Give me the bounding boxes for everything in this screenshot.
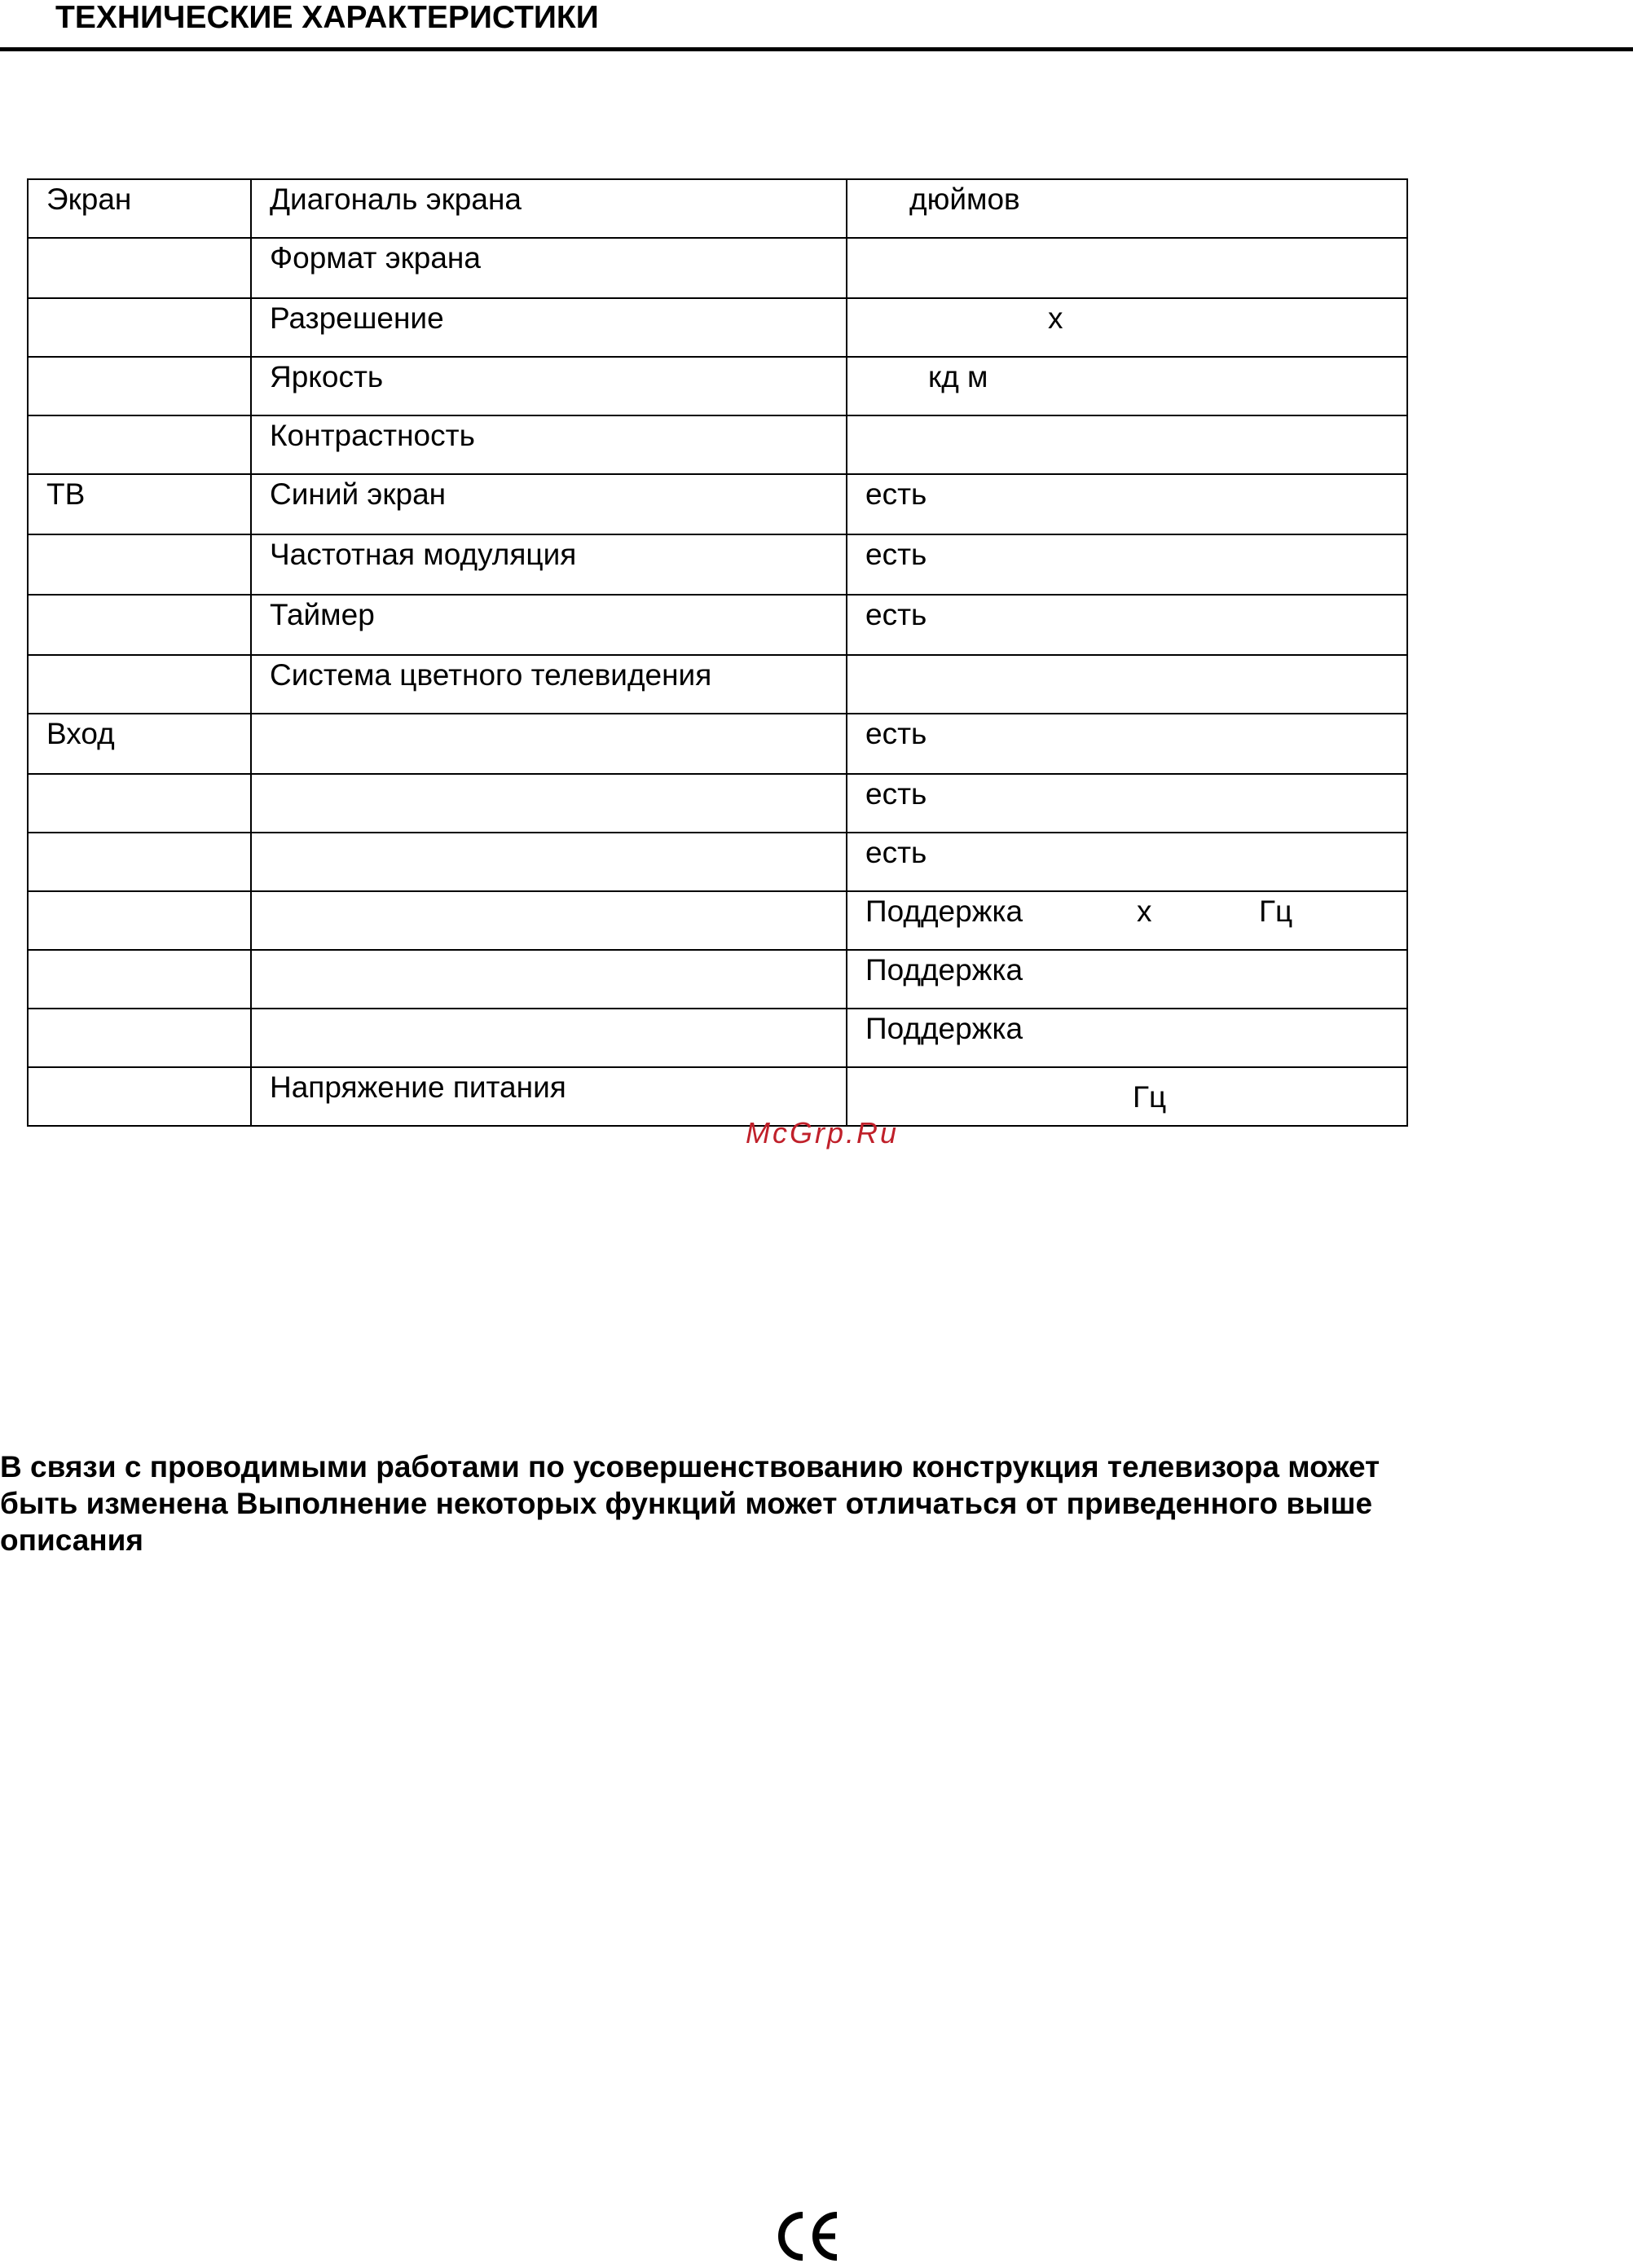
spec-value-text: х	[1048, 301, 1063, 335]
spec-value-cell	[847, 298, 1407, 357]
table-row	[28, 474, 1407, 534]
table-row	[28, 415, 1407, 474]
spec-value-text: х	[1137, 894, 1152, 928]
spec-value-text: есть	[865, 477, 927, 511]
spec-value-cell	[847, 714, 1407, 774]
spec-group-cell: ТВ	[28, 474, 251, 534]
table-row	[28, 950, 1407, 1009]
spec-group-cell	[28, 1009, 251, 1067]
spec-value-cell	[847, 833, 1407, 891]
spec-value-text: есть	[865, 598, 927, 631]
spec-value-text: Гц	[1133, 1080, 1167, 1114]
spec-param-cell	[251, 1009, 847, 1067]
spec-value-text: есть	[865, 538, 927, 571]
table-row	[28, 891, 1407, 950]
spec-group-cell	[28, 415, 251, 474]
table-row	[28, 774, 1407, 833]
ce-mark-icon	[770, 2209, 843, 2263]
spec-group-cell	[28, 891, 251, 950]
notice-line: В связи с проводимыми работами по усовершенствованию конструкция телевизора может	[0, 1450, 1380, 1483]
spec-group-cell	[28, 774, 251, 833]
spec-value-text: есть	[865, 836, 927, 869]
spec-param-cell: Яркость	[251, 357, 847, 415]
spec-value-text: есть	[865, 777, 927, 811]
spec-group-cell	[28, 298, 251, 357]
spec-param-cell: Формат экрана	[251, 238, 847, 298]
spec-param-cell: Напряжение питания	[251, 1067, 847, 1126]
table-row	[28, 534, 1407, 595]
spec-value-text: Поддержка	[865, 953, 1023, 987]
spec-value-text: дюймов	[909, 182, 1020, 216]
table-row	[28, 179, 1407, 238]
spec-param-cell	[251, 891, 847, 950]
spec-group-cell	[28, 595, 251, 655]
table-row	[28, 238, 1407, 298]
table-row	[28, 655, 1407, 714]
spec-value-text: кд м	[928, 360, 988, 393]
disclaimer-notice	[0, 1448, 1532, 1558]
spec-group-cell	[28, 357, 251, 415]
spec-param-cell: Контрастность	[251, 415, 847, 474]
spec-table	[27, 178, 1408, 1127]
notice-line: описания	[0, 1523, 143, 1557]
spec-param-cell	[251, 774, 847, 833]
spec-param-cell: Разрешение	[251, 298, 847, 357]
spec-value-cell	[847, 774, 1407, 833]
spec-value-text: Поддержка	[865, 1012, 1023, 1045]
table-row	[28, 714, 1407, 774]
spec-value-cell	[847, 950, 1407, 1009]
spec-group-cell	[28, 655, 251, 714]
spec-value-cell	[847, 655, 1407, 714]
spec-value-cell	[847, 534, 1407, 595]
page-title: ТЕХНИЧЕСКИЕ ХАРАКТЕРИСТИКИ	[55, 0, 599, 35]
spec-group-cell	[28, 833, 251, 891]
spec-param-cell: Таймер	[251, 595, 847, 655]
spec-value-cell	[847, 179, 1407, 238]
spec-group-cell	[28, 534, 251, 595]
spec-value-cell	[847, 595, 1407, 655]
spec-value-cell	[847, 891, 1407, 950]
spec-value-cell	[847, 415, 1407, 474]
spec-group-cell	[28, 238, 251, 298]
watermark: McGrp.Ru	[745, 1116, 900, 1149]
table-row	[28, 298, 1407, 357]
spec-group-cell	[28, 950, 251, 1009]
table-row	[28, 595, 1407, 655]
spec-param-cell	[251, 950, 847, 1009]
spec-group-cell: Экран	[28, 179, 251, 238]
spec-param-cell	[251, 833, 847, 891]
spec-param-cell	[251, 714, 847, 774]
spec-param-cell: Система цветного телевидения	[251, 655, 847, 714]
spec-value-cell	[847, 238, 1407, 298]
spec-value-cell	[847, 474, 1407, 534]
title-divider	[0, 47, 1633, 51]
table-row	[28, 1009, 1407, 1067]
spec-value-cell	[847, 1009, 1407, 1067]
spec-value-text: Поддержка	[865, 894, 1023, 928]
spec-value-text: Гц	[1259, 894, 1293, 928]
notice-line: быть изменена Выполнение некоторых функций может отличаться от приведенного выше	[0, 1487, 1373, 1520]
table-row	[28, 357, 1407, 415]
spec-param-cell: Диагональ экрана	[251, 179, 847, 238]
spec-value-cell	[847, 357, 1407, 415]
spec-group-cell: Вход	[28, 714, 251, 774]
table-row	[28, 833, 1407, 891]
spec-param-cell: Частотная модуляция	[251, 534, 847, 595]
spec-param-cell: Синий экран	[251, 474, 847, 534]
spec-value-text: есть	[865, 717, 927, 750]
